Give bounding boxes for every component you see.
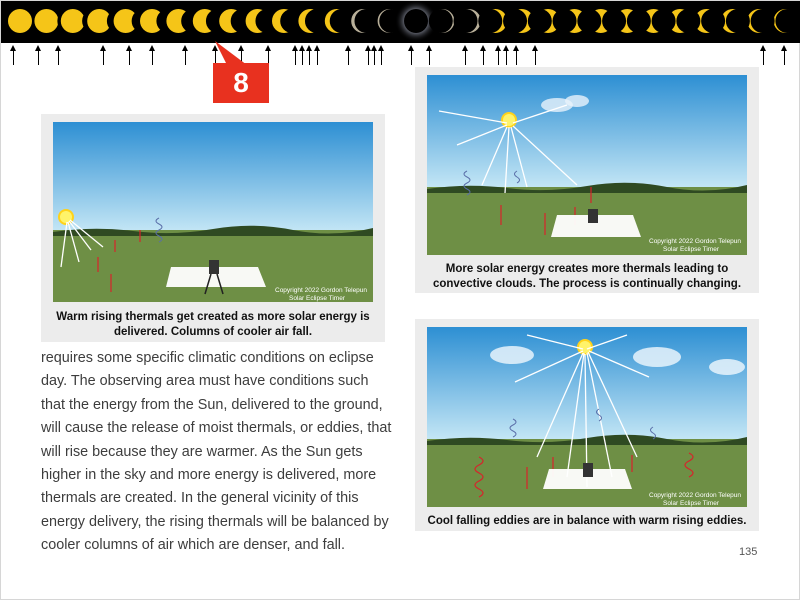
timeline-marker-arrow-icon [516, 45, 518, 65]
illustration-convective-clouds [427, 75, 747, 255]
timeline-marker-arrow-icon [152, 45, 154, 65]
sun-icon [502, 113, 516, 127]
body-paragraph [41, 347, 401, 558]
timeline-marker-arrow-icon [411, 45, 413, 65]
timeline-marker-arrow-icon [268, 45, 270, 65]
sun-icon [59, 210, 73, 224]
eclipse-phase-icon [429, 9, 455, 33]
body-line: cooler columns of air which are denser, and fall. [41, 537, 345, 554]
copyright-subtext: Solar Eclipse Timer [663, 500, 719, 507]
camera-telescope [209, 260, 219, 274]
timeline-marker-arrow-icon [58, 45, 60, 65]
eclipse-sequence-banner [1, 1, 800, 43]
timeline-marker-arrow-icon [348, 45, 350, 65]
figure-warm-thermals [41, 114, 385, 342]
timeline-marker-arrow-icon [506, 45, 508, 65]
copyright-text: Copyright 2022 Gordon Telepun [649, 238, 742, 245]
timeline-marker-arrow-icon [368, 45, 370, 65]
eclipse-sequence-icon [1, 1, 800, 43]
timeline-marker-arrow-icon [129, 45, 131, 65]
timeline-marker-arrow-icon [784, 45, 786, 65]
body-line: thermals are created. In the general vicinity of this [41, 490, 359, 507]
timeline-marker-arrow-icon [763, 45, 765, 65]
timeline-marker-arrow-icon [295, 45, 297, 65]
eclipse-phase-icon [298, 9, 329, 33]
timeline-marker-arrow-icon [374, 45, 376, 65]
eclipse-phase-icon [775, 9, 800, 33]
body-line: requires some specific climatic conditions on eclipse [41, 350, 374, 366]
timeline-marker-arrow-icon [465, 45, 467, 65]
timeline-marker-arrow-icon [103, 45, 105, 65]
copyright-text: Copyright 2022 Gordon Telepun [649, 492, 742, 499]
eclipse-phase-icon [325, 9, 354, 33]
timeline-marker-arrow-icon [381, 45, 383, 65]
body-line: day. The observing area must have conditions such [41, 373, 369, 390]
timeline-marker-arrow-icon [185, 45, 187, 65]
timeline-marker-arrow-icon [498, 45, 500, 65]
timeline-marker-arrow-icon [38, 45, 40, 65]
timeline-marker-arrow-icon [317, 45, 319, 65]
callout-number-badge [213, 63, 269, 103]
body-line: that the energy from the Sun, delivered to the ground, [41, 396, 383, 413]
camera-telescope [583, 463, 593, 477]
body-line: higher in the sky and more energy is delivered, more [41, 467, 377, 484]
timeline-marker-arrow-icon [309, 45, 311, 65]
copyright-subtext: Solar Eclipse Timer [663, 246, 719, 253]
caption-line: delivered. Columns of cooler air fall. [113, 326, 313, 338]
timeline-marker-arrow-icon [535, 45, 537, 65]
timeline-markers [1, 43, 800, 67]
illustration-warm-thermals [53, 122, 373, 302]
figure-caption [415, 262, 759, 292]
timeline-marker-arrow-icon [483, 45, 485, 65]
figure-caption [41, 310, 385, 340]
callout-number: 8 [233, 67, 249, 98]
caption-line: convective clouds. The process is continually changing. [432, 278, 742, 290]
body-line: will rise because they are warmer. As the Sun gets [41, 443, 363, 460]
timeline-marker-arrow-icon [429, 45, 431, 65]
page-number: 135 [739, 546, 758, 558]
illustration-balanced-eddies [427, 327, 747, 507]
eclipse-phase-icon [351, 9, 378, 33]
sky [53, 122, 373, 234]
figure-convective-clouds [415, 67, 759, 293]
eclipse-phase-icon [454, 9, 481, 33]
timeline-marker-arrow-icon [13, 45, 15, 65]
figure-caption [415, 514, 759, 529]
timeline-marker-arrow-icon [302, 45, 304, 65]
sky [427, 75, 747, 190]
body-line: will cause the release of moist thermals, or eddies, that [41, 420, 392, 437]
caption-line: More solar energy creates more thermals leading to [445, 263, 729, 275]
copyright-text: Copyright 2022 Gordon Telepun [275, 287, 368, 294]
figure-balanced-eddies [415, 319, 759, 531]
callout-pointer-icon [213, 41, 253, 65]
body-line: energy delivery, the rising thermals will be balanced by [41, 513, 389, 530]
caption-line: Warm rising thermals get created as more solar energy is [56, 311, 370, 323]
caption-line: Cool falling eddies are in balance with warm rising eddies. [427, 515, 747, 527]
camera-telescope [588, 209, 598, 223]
eclipse-phase-icon [478, 9, 507, 33]
copyright-subtext: Solar Eclipse Timer [289, 295, 345, 302]
